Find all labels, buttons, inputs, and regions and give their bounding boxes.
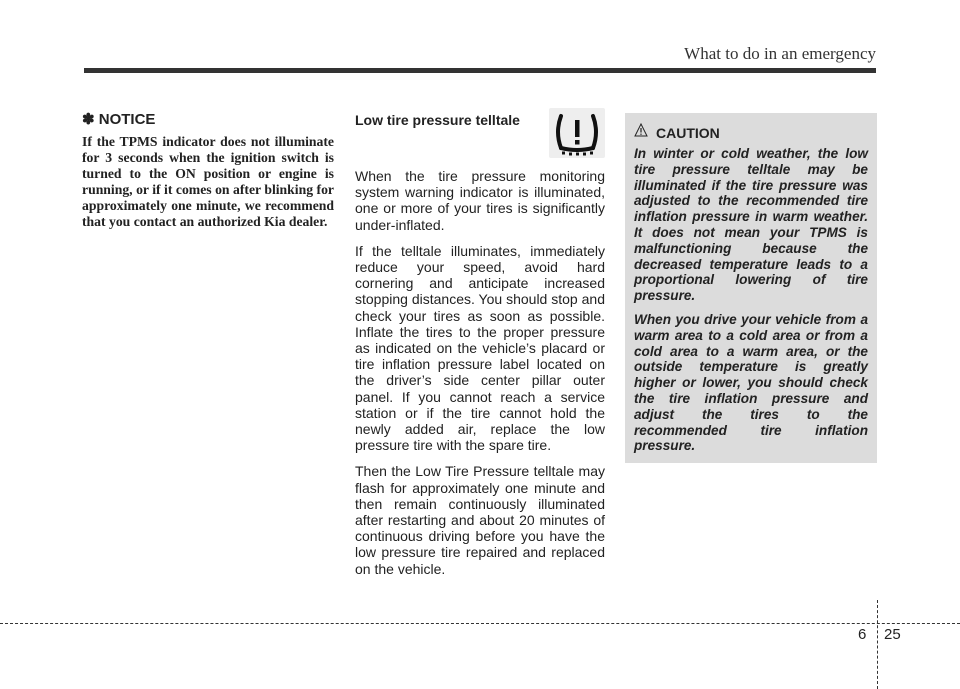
notice-heading: ✽ NOTICE	[82, 111, 156, 128]
tire-pressure-warning-icon	[549, 108, 605, 158]
caution-title: CAUTION	[656, 124, 720, 141]
footer-rule	[0, 623, 960, 624]
telltale-section	[355, 112, 605, 583]
telltale-paragraph-1: When the tire pressure monitoring system warning indicator is illuminated, one or more of your tires is significantly under-inflated.	[355, 168, 605, 233]
page-number: 25	[884, 626, 901, 643]
warning-triangle-icon	[634, 123, 648, 142]
header-rule	[84, 68, 876, 73]
telltale-paragraph-2: If the telltale illuminates, immediately reduce your speed, avoid hard cornering and anticipate increased stopping distances. You should stop and check your tires as soon as possible. Inflate the tires to the proper pressure as indicated on the vehicle’s placard or tire inflation pressure label located on the driver’s side center pillar outer panel. If you cannot reach a service station or if the tire cannot hold the newly added air, replace the low pressure tire with the spare tire.	[355, 242, 605, 454]
page-divider	[877, 600, 878, 689]
notice-body: If the TPMS indicator does not illuminate for 3 seconds when the ignition switch is turned to the ON position or engine is running, or if it comes on after blinking for approximately one minute, we recommend that you contact an authorized Kia dealer.	[82, 134, 334, 229]
chapter-number: 6	[858, 626, 867, 643]
telltale-paragraph-3: Then the Low Tire Pressure telltale may flash for approximately one minute and then remain continuously illuminated after restarting and about 20 minutes of continuous driving before you have the low pressure tire repaired and replaced on the vehicle.	[355, 463, 605, 577]
telltale-title: Low tire pressure telltale	[355, 112, 520, 128]
section-title: What to do in an emergency	[684, 44, 876, 63]
caution-paragraph-1: In winter or cold weather, the low tire pressure telltale may be illuminated if the tire pressure was adjusted to the recommended tire inflation pressure in warm weather. It does not mean your TPMS is malfunctioning because the decreased temperature leads to a proportional lowering of tire pressure.	[634, 146, 868, 304]
caution-box	[625, 113, 877, 463]
caution-paragraph-2: When you drive your vehicle from a warm area to a cold area or from a cold area to a warm area, or the outside temperature is greatly higher or lower, you should check the tire inflation pressure and adjust the tires to the recommended tire inflation pressure.	[634, 311, 868, 454]
notice-block	[82, 110, 334, 230]
